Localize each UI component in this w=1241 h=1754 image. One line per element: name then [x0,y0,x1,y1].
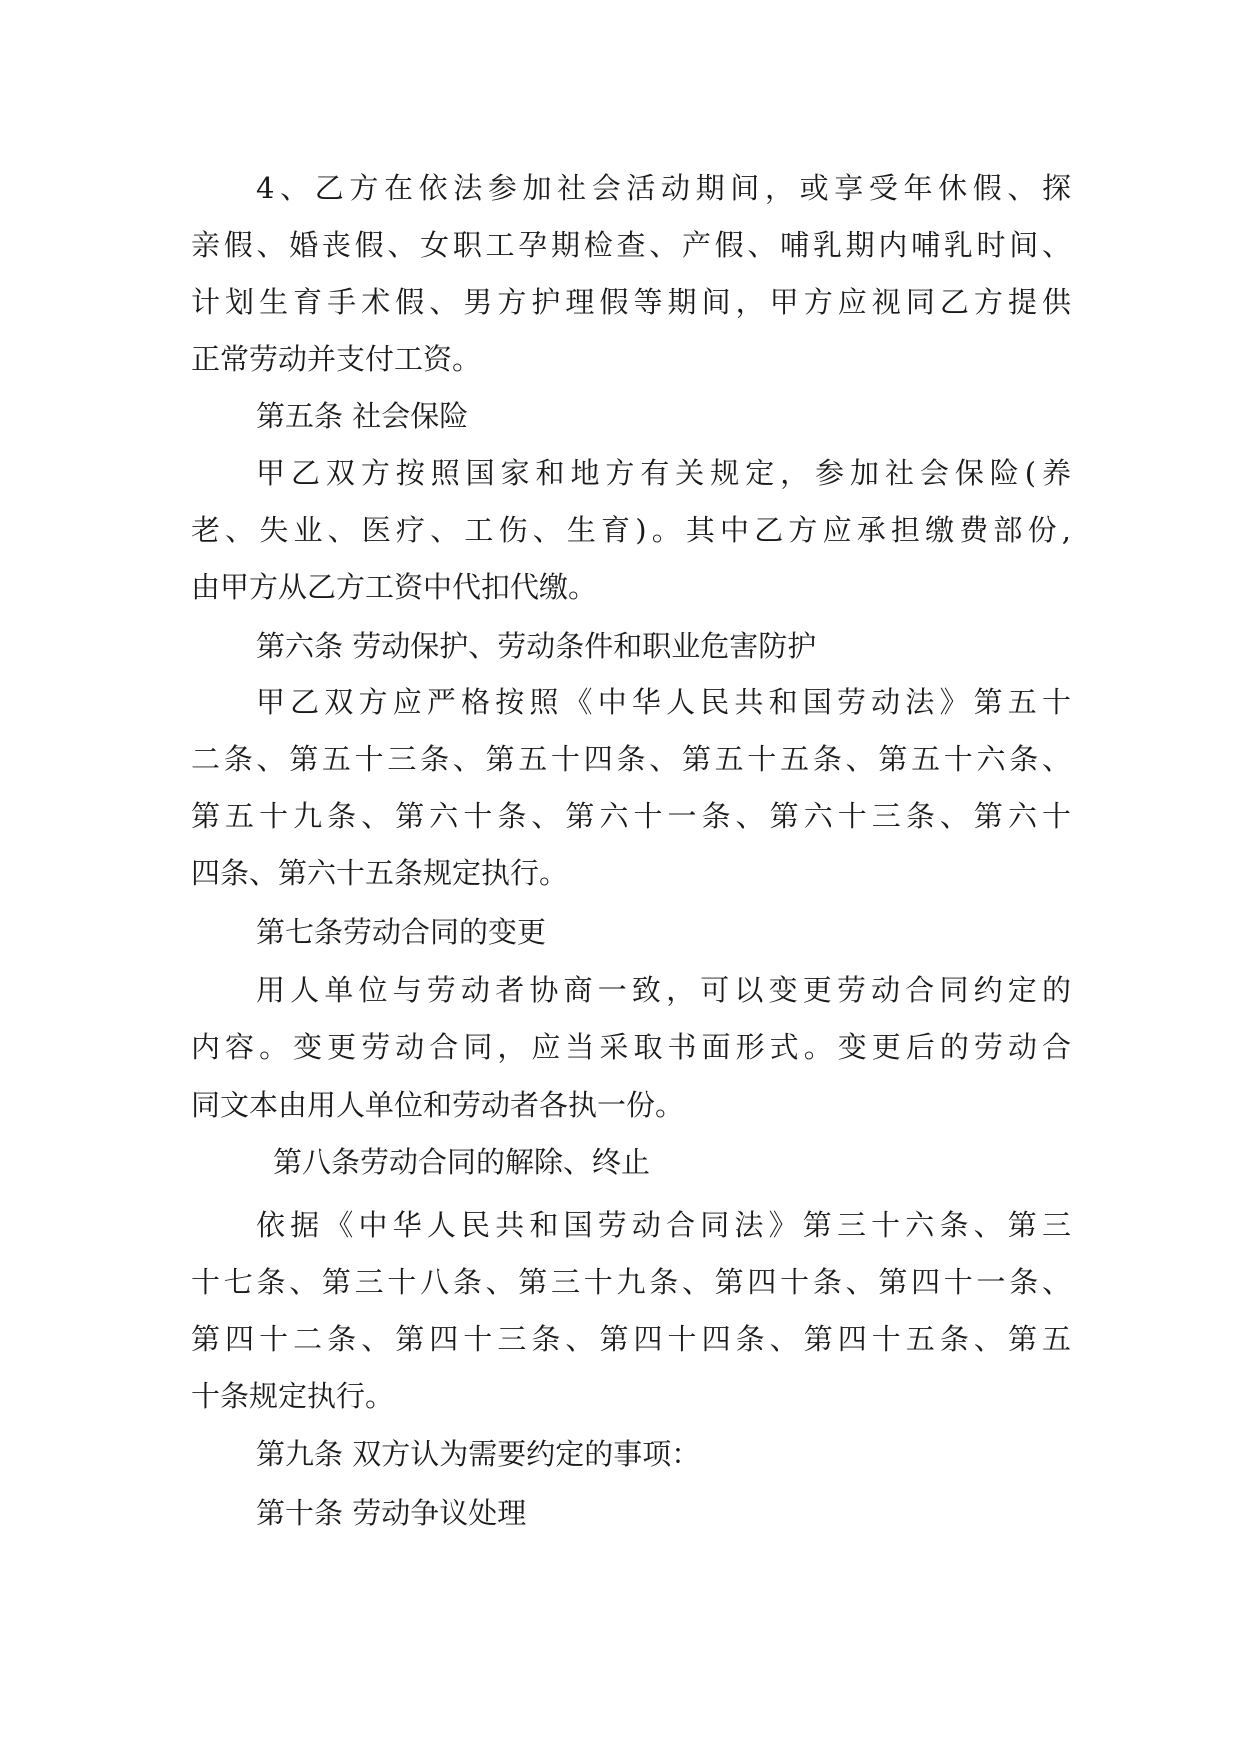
paragraph-line: 十七条、第三十八条、第三十九条、第四十条、第四十一条、 [191,1265,1071,1299]
paragraph-line: 甲乙双方应严格按照《中华人民共和国劳动法》第五十 [256,685,1071,719]
paragraph-line: 二条、第五十三条、第五十四条、第五十五条、第五十六条、 [191,742,1071,776]
section-heading-7: 第七条劳动合同的变更 [256,915,547,949]
section-heading-8: 第八条劳动合同的解除、终止 [273,1145,651,1179]
paragraph-line: 由甲方从乙方工资中代扣代缴。 [191,570,598,604]
paragraph-line: 4、乙方在依法参加社会活动期间，或享受年休假、探 [256,171,1071,205]
paragraph-line: 用人单位与劳动者协商一致，可以变更劳动合同约定的 [256,973,1071,1007]
section-heading-5: 第五条 社会保险 [256,399,469,433]
paragraph-line: 第四十二条、第四十三条、第四十四条、第四十五条、第五 [191,1322,1071,1356]
paragraph-line: 老、失业、医疗、工伤、生育)。其中乙方应承担缴费部份, [191,513,1071,547]
section-heading-9: 第九条 双方认为需要约定的事项： [256,1437,701,1471]
paragraph-line: 四条、第六十五条规定执行。 [191,856,569,890]
section-heading-6: 第六条 劳动保护、劳动条件和职业危害防护 [256,629,817,663]
paragraph-line: 十条规定执行。 [191,1379,395,1413]
paragraph-line: 同文本由用人单位和劳动者各执一份。 [191,1088,685,1122]
paragraph-line: 甲乙双方按照国家和地方有关规定，参加社会保险(养 [256,456,1071,490]
paragraph-line: 第五十九条、第六十条、第六十一条、第六十三条、第六十 [191,799,1071,833]
paragraph-line: 正常劳动并支付工资。 [191,342,482,376]
paragraph-line: 亲假、婚丧假、女职工孕期检查、产假、哺乳期内哺乳时间、 [191,228,1071,262]
section-heading-10: 第十条 劳动争议处理 [256,1496,527,1530]
paragraph-line: 依据《中华人民共和国劳动合同法》第三十六条、第三 [256,1208,1071,1242]
paragraph-line: 内容。变更劳动合同，应当采取书面形式。变更后的劳动合 [191,1030,1071,1064]
paragraph-line: 计划生育手术假、男方护理假等期间，甲方应视同乙方提供 [191,285,1071,319]
